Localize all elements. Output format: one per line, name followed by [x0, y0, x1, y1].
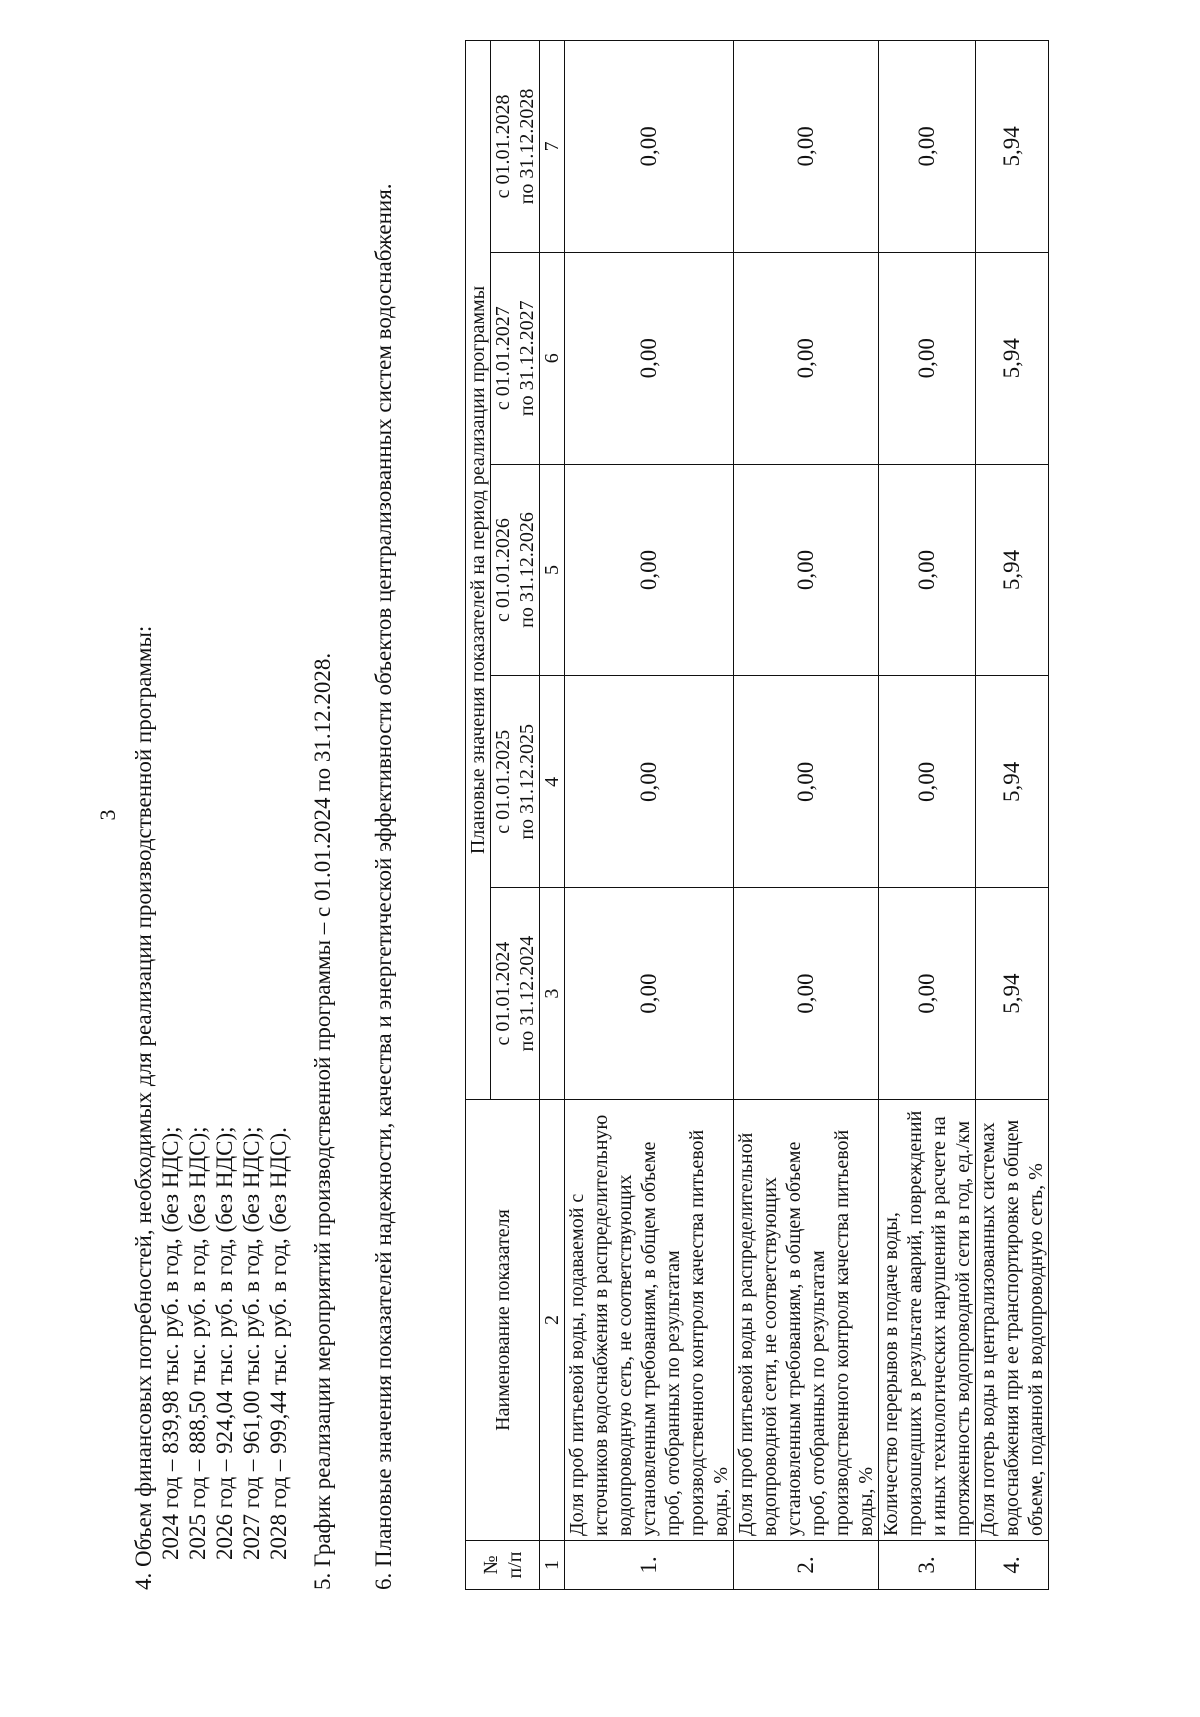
table-row [879, 41, 976, 1590]
row-value: 5,94 [976, 888, 1049, 1100]
row-value: 0,00 [879, 41, 976, 253]
row-value: 0,00 [565, 252, 734, 464]
period-to: по 31.12.2026 [516, 512, 538, 628]
header-period [491, 676, 540, 888]
row-value: 5,94 [976, 464, 1049, 676]
row-num: 4. [976, 1541, 1049, 1590]
financial-needs-line: 2027 год – 961,00 тыс. руб. в год, (без НДС); [239, 1126, 264, 1560]
row-value: 5,94 [976, 41, 1049, 253]
row-name: Доля потерь воды в централизованных системах водоснабжения при ее транспортировке в общем объеме, поданной в водопроводную сеть, % [976, 1100, 1049, 1541]
period-from: с 01.01.2025 [492, 729, 514, 834]
row-value: 0,00 [565, 676, 734, 888]
row-value: 5,94 [976, 676, 1049, 888]
financial-needs-line: 2026 год – 924,04 тыс. руб. в год, (без НДС); [212, 1126, 237, 1560]
period-from: с 01.01.2024 [492, 941, 514, 1046]
period-to: по 31.12.2028 [516, 88, 538, 205]
period-to: по 31.12.2024 [516, 935, 538, 1052]
header-period [491, 41, 540, 253]
period-to: по 31.12.2025 [516, 723, 538, 840]
row-value: 0,00 [879, 252, 976, 464]
financial-needs-line: 2028 год – 999,44 тыс. руб. в год, (без НДС). [266, 1127, 291, 1560]
row-num: 1. [565, 1541, 734, 1590]
header-period [491, 464, 540, 676]
row-value: 0,00 [879, 464, 976, 676]
period-from: с 01.01.2028 [492, 94, 514, 199]
table-header-row [466, 41, 491, 1590]
row-value: 0,00 [565, 464, 734, 676]
row-value: 0,00 [734, 464, 879, 676]
row-value: 0,00 [734, 676, 879, 888]
header-num: № п/п [466, 1541, 540, 1590]
header-period [491, 888, 540, 1100]
row-value: 0,00 [879, 676, 976, 888]
row-num: 3. [879, 1541, 976, 1590]
period-from: с 01.01.2026 [492, 518, 514, 622]
column-number: 5 [540, 464, 565, 676]
financial-needs-section [130, 626, 292, 1590]
financial-needs-line: 2024 год – 839,98 тыс. руб. в год, (без НДС); [158, 1126, 183, 1560]
row-value: 0,00 [734, 41, 879, 253]
row-name: Количество перерывов в подаче воды, произошедших в результате аварий, повреждений и иных технологических нарушений в расчете на протяженность водопроводной сети в год, ед./км [879, 1100, 976, 1541]
page-number: 3 [95, 809, 120, 821]
row-value: 0,00 [734, 888, 879, 1100]
header-group: Плановые значения показателей на период реализации программы [466, 41, 491, 1100]
indicators-section-heading: 6. Плановые значения показателей надежности, качества и энергетической эффективности объектов централизованных систем водоснабжения. [371, 183, 396, 1590]
column-number: 3 [540, 888, 565, 1100]
indicators-table [465, 40, 1049, 1590]
table-row [976, 41, 1049, 1590]
row-value: 0,00 [565, 41, 734, 253]
column-number: 2 [540, 1100, 565, 1541]
column-number: 1 [540, 1541, 565, 1590]
row-num: 2. [734, 1541, 879, 1590]
financial-needs-line: 2025 год – 888,50 тыс. руб. в год, (без НДС); [185, 1126, 210, 1560]
header-period [491, 252, 540, 464]
column-number: 4 [540, 676, 565, 888]
table-row [565, 41, 734, 1590]
row-value: 0,00 [879, 888, 976, 1100]
row-value: 0,00 [734, 252, 879, 464]
rotated-page [95, 40, 1105, 1590]
row-name: Доля проб питьевой воды в распределительной водопроводной сети, не соответствующих установленным требованиям, в общем объеме проб, отобранных по результатам производственного контроля качества питьевой воды, % [734, 1100, 879, 1541]
column-numbers-row [540, 41, 565, 1590]
period-from: с 01.01.2027 [492, 306, 514, 411]
schedule-section: 5. График реализации мероприятий производственной программы – с 01.01.2024 по 31.12.2028. [310, 652, 335, 1590]
table-row [734, 41, 879, 1590]
column-number: 7 [540, 41, 565, 253]
column-number: 6 [540, 252, 565, 464]
period-to: по 31.12.2027 [516, 300, 538, 417]
row-name: Доля проб питьевой воды, подаваемой с источников водоснабжения в распределительную водопроводную сеть, не соответствующих установленным требованиям, в общем объеме проб, отобранных по результатам производственного контроля качества питьевой воды, % [565, 1100, 734, 1541]
header-name: Наименование показателя [466, 1100, 540, 1541]
row-value: 5,94 [976, 252, 1049, 464]
row-value: 0,00 [565, 888, 734, 1100]
financial-needs-heading: 4. Объем финансовых потребностей, необходимых для реализации производственной программы: [131, 625, 156, 1590]
